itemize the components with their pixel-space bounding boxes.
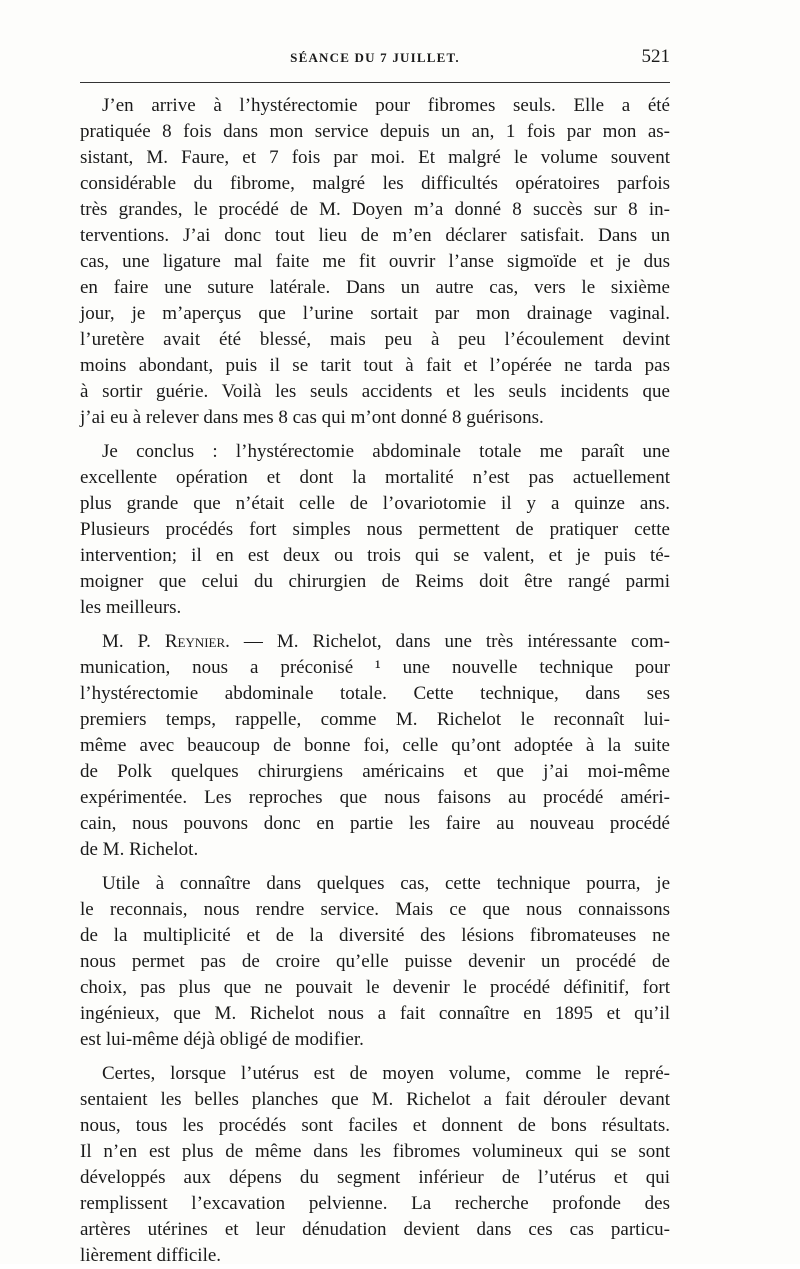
text-line: artères utérines et leur dénudation devient dans ces cas particu- bbox=[80, 1219, 670, 1240]
text-line: en faire une suture latérale. Dans un autre cas, vers le sixième bbox=[80, 277, 670, 298]
paragraph-utility bbox=[80, 871, 670, 1053]
text-line: moigner que celui du chirurgien de Reims doit être rangé parmi bbox=[80, 571, 670, 592]
text-line: même avec beaucoup de bonne foi, celle qu’ont adoptée à la suite bbox=[80, 735, 670, 756]
running-head: SÉANCE DU 7 JUILLET. bbox=[290, 50, 460, 65]
text-line: de Polk quelques chirurgiens américains et que j’ai moi-même bbox=[80, 761, 670, 782]
text-line: très grandes, le procédé de M. Doyen m’a donné 8 succès sur 8 in- bbox=[80, 199, 670, 220]
text-line: pratiquée 8 fois dans mon service depuis un an, 1 fois par mon as- bbox=[80, 121, 670, 142]
text-line: à sortir guérie. Voilà les seuls accidents et les seuls incidents que bbox=[80, 381, 670, 402]
speaker-name: Reynier bbox=[164, 631, 226, 652]
text-line: est lui-même déjà obligé de modifier. bbox=[80, 1029, 364, 1050]
text-line: moins abondant, puis il se tarit tout à fait et l’opérée ne tarda pas bbox=[80, 355, 670, 376]
text-line: les meilleurs. bbox=[80, 597, 182, 618]
paragraph-conclusion bbox=[80, 439, 670, 621]
text-line: cas, une ligature mal faite me fit ouvrir l’anse sigmoïde et je dus bbox=[80, 251, 670, 272]
text-line: sentaient les belles planches que M. Richelot a fait dérouler devant bbox=[80, 1089, 670, 1110]
text-line: choix, pas plus que ne pouvait le devenir le procédé définitif, fort bbox=[80, 977, 670, 998]
paragraph-large-fibroids bbox=[80, 1061, 670, 1269]
paragraph-hysterectomy-results bbox=[80, 93, 670, 431]
speaker-prefix: M. P. bbox=[102, 631, 165, 652]
header-rule bbox=[80, 82, 670, 83]
text-line: cain, nous pouvons donc en partie les faire au nouveau procédé bbox=[80, 813, 670, 834]
text-line: sistant, M. Faure, et 7 fois par moi. Et malgré le volume souvent bbox=[80, 147, 670, 168]
text-line: J’en arrive à l’hystérectomie pour fibromes seuls. Elle a été bbox=[102, 95, 670, 116]
text-line: l’hystérectomie abdominale totale. Cette technique, dans ses bbox=[80, 683, 670, 704]
body-text bbox=[80, 93, 670, 1269]
text-line: ingénieux, que M. Richelot nous a fait connaître en 1895 et qu’il bbox=[80, 1003, 670, 1024]
text-line: développés aux dépens du segment inférieur de l’utérus et qui bbox=[80, 1167, 670, 1188]
text-line: excellente opération et dont la mortalité n’est pas actuellement bbox=[80, 467, 670, 488]
text-line: nous permet pas de croire qu’elle puisse devenir un procédé de bbox=[80, 951, 670, 972]
text-line: Il n’en est plus de même dans les fibromes volumineux qui se sont bbox=[80, 1141, 670, 1162]
text-line: intervention; il en est deux ou trois qui se valent, et je puis té- bbox=[80, 545, 670, 566]
text-line: Plusieurs procédés fort simples nous permettent de pratiquer cette bbox=[80, 519, 670, 540]
text-line: terventions. J’ai donc tout lieu de m’en déclarer satisfait. Dans un bbox=[80, 225, 670, 246]
text-line: de M. Richelot. bbox=[80, 839, 199, 860]
text-line: premiers temps, rappelle, comme M. Richelot le reconnaît lui- bbox=[80, 709, 670, 730]
text-line: nous, tous les procédés sont faciles et donnent de bons résultats. bbox=[80, 1115, 670, 1136]
text-line: j’ai eu à relever dans mes 8 cas qui m’ont donné 8 guérisons. bbox=[80, 407, 544, 428]
text-line: expérimentée. Les reproches que nous faisons au procédé améri- bbox=[80, 787, 670, 808]
page-number: 521 bbox=[641, 46, 670, 67]
text-line: munication, nous a préconisé ¹ une nouvelle technique pour bbox=[80, 657, 670, 678]
text-line: l’uretère avait été blessé, mais peu à peu l’écoulement devint bbox=[80, 329, 670, 350]
text-line: Utile à connaître dans quelques cas, cette technique pourra, je bbox=[102, 873, 670, 894]
text-line: de la multiplicité et de la diversité des lésions fibromateuses ne bbox=[80, 925, 670, 946]
speaker-line-rest: . — M. Richelot, dans une très intéressante com- bbox=[225, 631, 670, 652]
text-line: lièrement difficile. bbox=[80, 1245, 222, 1266]
paragraph-reynier-speech bbox=[80, 629, 670, 863]
text-line bbox=[80, 629, 670, 655]
text-line: Certes, lorsque l’utérus est de moyen volume, comme le repré- bbox=[102, 1063, 670, 1084]
text-line: le reconnais, nous rendre service. Mais ce que nous connaissons bbox=[80, 899, 670, 920]
text-line: remplissent l’excavation pelvienne. La recherche profonde des bbox=[80, 1193, 670, 1214]
text-line: considérable du fibrome, malgré les difficultés opératoires parfois bbox=[80, 173, 670, 194]
page-header bbox=[80, 44, 670, 74]
text-line: Je conclus : l’hystérectomie abdominale totale me paraît une bbox=[102, 441, 670, 462]
text-line: jour, je m’aperçus que l’urine sortait par mon drainage vaginal. bbox=[80, 303, 670, 324]
text-line: plus grande que n’était celle de l’ovariotomie il y a quinze ans. bbox=[80, 493, 670, 514]
